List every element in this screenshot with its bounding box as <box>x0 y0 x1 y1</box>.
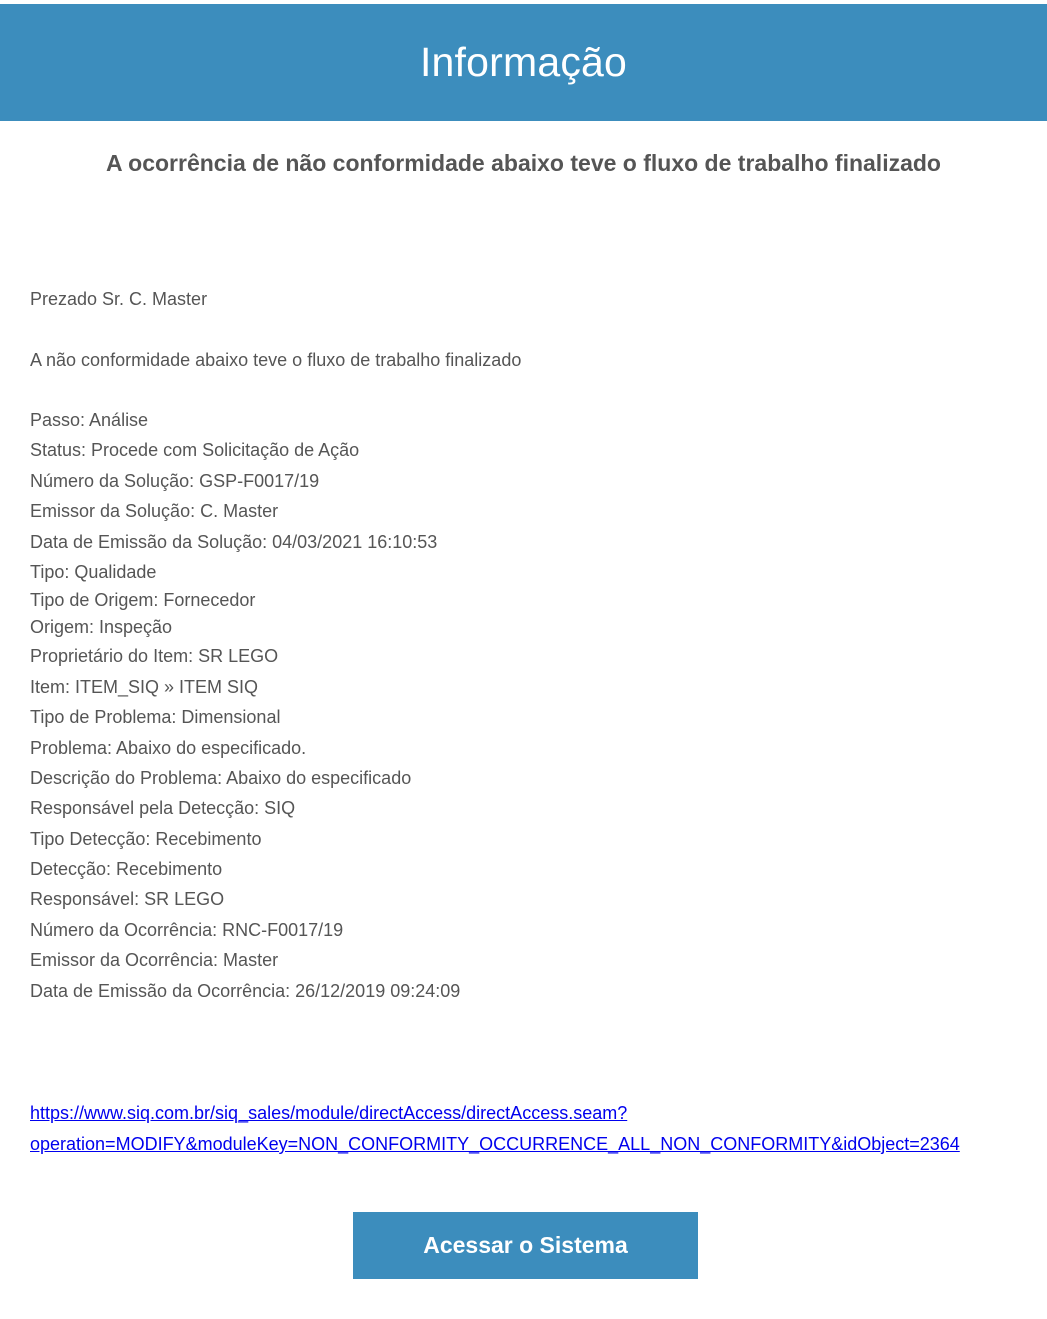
field-data-emissao-solucao: Data de Emissão da Solução: 04/03/2021 16:10:53 <box>30 531 438 552</box>
access-system-button[interactable] <box>353 1212 698 1279</box>
direct-access-link[interactable] <box>30 1098 1040 1160</box>
field-responsavel: Responsável: SR LEGO <box>30 889 225 910</box>
field-data-emissao-ocorrencia: Data de Emissão da Ocorrência: 26/12/2019 09:24:09 <box>30 980 461 1001</box>
field-status: Status: Procede com Solicitação de Ação <box>30 440 360 461</box>
field-responsavel-deteccao: Responsável pela Detecção: SIQ <box>30 798 296 819</box>
field-tipo: Tipo: Qualidade <box>30 561 157 582</box>
field-tipo-problema: Tipo de Problema: Dimensional <box>30 707 281 728</box>
field-problema: Problema: Abaixo do especificado. <box>30 737 307 758</box>
details-list <box>30 405 1030 1006</box>
email-subtitle: A ocorrência de não conformidade abaixo teve o fluxo de trabalho finalizado <box>106 150 941 176</box>
field-deteccao: Detecção: Recebimento <box>30 859 223 880</box>
field-proprietario-item: Proprietário do Item: SR LEGO <box>30 646 279 667</box>
email-body <box>30 284 1030 1006</box>
header-banner <box>0 4 1047 121</box>
field-tipo-deteccao: Tipo Detecção: Recebimento <box>30 828 262 849</box>
field-item: Item: ITEM_SIQ » ITEM SIQ <box>30 676 259 697</box>
field-origem: Origem: Inspeção <box>30 617 173 638</box>
field-emissor-solucao: Emissor da Solução: C. Master <box>30 501 279 522</box>
field-numero-solucao: Número da Solução: GSP-F0017/19 <box>30 470 320 491</box>
access-system-button-label: Acessar o Sistema <box>423 1232 628 1258</box>
intro-text: A não conformidade abaixo teve o fluxo de trabalho finalizado <box>30 350 522 370</box>
field-emissor-ocorrencia: Emissor da Ocorrência: Master <box>30 950 279 971</box>
field-passo: Passo: Análise <box>30 410 149 430</box>
greeting: Prezado Sr. C. Master <box>30 289 208 309</box>
field-tipo-origem: Tipo de Origem: Fornecedor <box>30 590 256 611</box>
field-descricao-problema: Descrição do Problema: Abaixo do especificado <box>30 767 412 788</box>
field-numero-ocorrencia: Número da Ocorrência: RNC-F0017/19 <box>30 919 344 940</box>
direct-access-link-line2[interactable]: operation=MODIFY&moduleKey=NON_CONFORMITY_OCCURRENCE_ALL_NON_CONFORMITY&idObject=2364 <box>30 1134 960 1154</box>
direct-access-link-line1[interactable]: https://www.siq.com.br/siq_sales/module/directAccess/directAccess.seam? <box>30 1103 628 1123</box>
header-title: Informação <box>419 39 628 85</box>
